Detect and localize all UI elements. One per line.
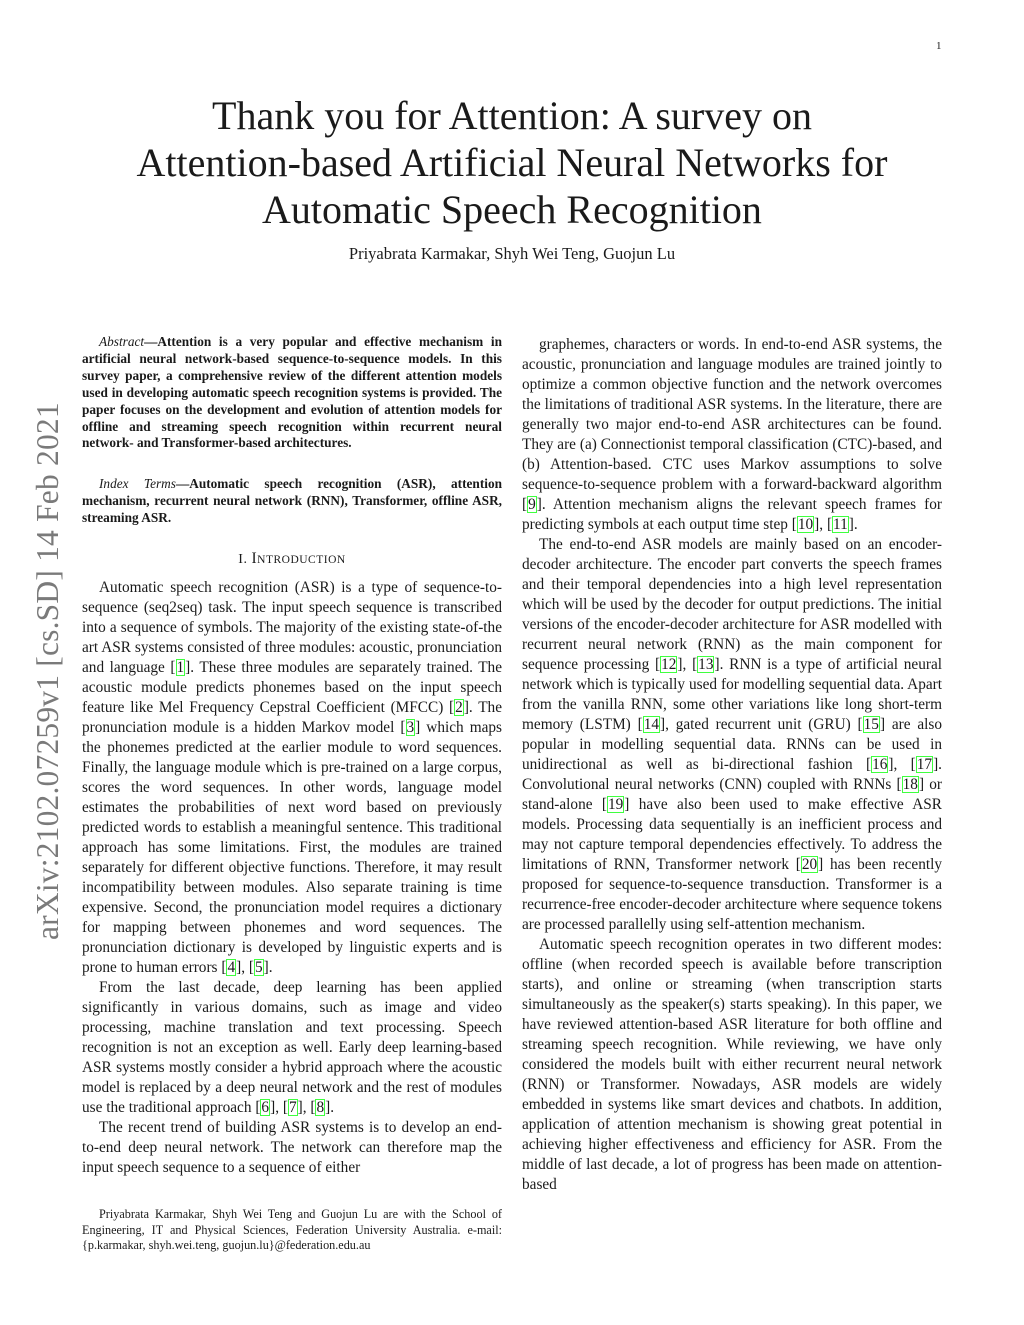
title-line: Automatic Speech Recognition [262,187,762,232]
author-affiliation-footnote: Priyabrata Karmakar, Shyh Wei Teng and Guojun Lu are with the School of Engineering, IT and Physical Sciences, Federation University Australia. e-mail:{p.karmakar, shyh.wei.teng, guojun.lu}@federation.edu.au [82,1207,502,1252]
paper-title [0,92,1024,233]
title-line: Attention-based Artificial Neural Networks for [136,140,888,185]
paragraph-text: , [819,516,827,533]
paragraph-text: . Attention mechanism aligns the relevant speech frames for predicting symbols at each output time step [522,496,942,533]
citation-link[interactable]: 19 [608,796,624,813]
paragraph-text: , [302,1099,311,1116]
citation-link[interactable]: 3 [406,719,415,736]
page-number: 1 [936,40,942,52]
citation-link[interactable]: 9 [528,496,536,513]
citation-link[interactable]: 5 [254,959,263,976]
paragraph-text: From the last decade, deep learning has been applied significantly in various domains, such as image and video processing, machine translation and text processing. Speech recognition is not an exception as well. Early deep learning-based ASR systems mostly consider a hybrid approach where the acoustic model is replaced by a deep neural network and the rest of modules use the traditional approach [82,979,502,1116]
index-terms [82,476,502,527]
citation-link[interactable]: 8 [316,1099,325,1116]
paragraph-text: The recent trend of building ASR systems is to develop an end-to-end deep neural network. The network can therefore map the input speech sequence to a sequence of either [82,1119,502,1176]
paragraph-text: are also popular in modelling sequential data. RNNs can be used in unidirectional as well as bi-directional fashion [522,716,942,773]
abstract-text: —Attention is a very popular and effective mechanism in artificial neural network-based sequence-to-sequence models. In this survey paper, a comprehensive review of the different attention models used in developing automatic speech recognition systems is provided. The paper focuses on the development and evolution of attention models for offline and streaming speech recognition within recurrent neural network- and Transformer-based architectures. [82,334,502,451]
citation-link[interactable]: 10 [797,516,814,533]
paragraph-text: . These three modules are separately trained. The acoustic module predicts phonemes based on the input speech feature like Mel Frequency Cepstral Coefficient (MFCC) [82,659,502,716]
citation-link[interactable]: 2 [455,699,463,716]
paragraph-text: , [275,1099,283,1116]
citation-link[interactable]: 16 [872,756,888,773]
citation-link[interactable]: 18 [902,776,918,793]
index-terms-text: —Automatic speech recognition (ASR), attention mechanism, recurrent neural network (RNN), Transformer, offline ASR, streaming ASR. [82,476,502,525]
section-title: INTRODUCTION [251,550,346,567]
citation-link[interactable]: 15 [863,716,879,733]
paragraph-text: . [330,1099,335,1116]
paragraph-text: Automatic speech recognition operates in two different modes: offline (when recorded speech is available before transcription starts), and online or streaming (when transcription starts simultaneously as the speaker(s) starts speaking). In this paper, we have reviewed attention-based ASR literature for both offline and streaming speech recognition. While reviewing, we have only considered the models built with either recurrent neural network (RNN) or Transformer. Nowadays, ASR models are widely embedded in systems like smart devices and chatbots. In addition, application of attention mechanism is showing great potential in achieving higher effectiveness and efficiency for ASR. From the middle of last decade, a lot of progress has been made on attention-based [522,936,942,1193]
citation-link[interactable]: 13 [698,656,714,673]
right-paragraph: The end-to-end ASR models are mainly based on an encoder-decoder architecture. The encoder part converts the speech frames and their temporal dependencies into a high level representation which will be used by the decoder for output predictions. The initial versions of the encoder-decoder architecture for ASR modelled with recurrent neural network (RNN) as the main component for sequence processing [12], [13]. RNN is a type of artificial neural network which is typically used for modelling sequential data. Apart from the vanilla RNN, some other variations like long short-term memory (LSTM) [14], gated recurrent unit (GRU) [15] are also popular in modelling sequential data. RNNs can be used in unidirectional as well as bi-directional fashion [16], [17]. Convolutional neural networks (CNN) coupled with RNNs [18] or stand-alone [19] have also been used to make effective ASR models. Processing data sequentially is an inefficient process and may not capture temporal dependencies effectively. To address the limitations of RNN, Transformer network [20] has been recently proposed for sequence-to-sequence transduction. Transformer is a recurrence-free encoder-decoder architecture where sequence tokens are processed parallelly using self-attention mechanism. [522,536,943,933]
paragraph-text: . [268,959,273,976]
title-line: Thank you for Attention: A survey on [212,93,812,138]
author-list: Priyabrata Karmakar, Shyh Wei Teng, Guojun Lu [348,244,676,263]
right-paragraph [522,935,942,1195]
citation-link[interactable]: 14 [643,716,659,733]
paragraph-text: , [893,756,911,773]
section-heading [82,550,502,568]
paragraph-text: . The pronunciation module is a hidden Markov model [82,699,502,736]
paragraph-text: which maps the phonemes predicted at the earlier module to word sequences. Finally, the language module which is pre-trained on a large corpus, scores the word sequences. In other words, language model estimates the probabilities of next word based on previously predicted words to establish a meaningful sentence. This traditional approach has some limitations. First, the modules are trained separately for different objective functions. Therefore, it may result incompatibility between modules. Also separate training is time expensive. Second, the pronunciation model requires a dictionary for mapping between phonemes and word sequences. The pronunciation dictionary is developed by linguistic experts and is prone to human errors [82,719,503,976]
citation-link[interactable]: 20 [801,856,818,873]
left-column-body [82,578,502,1178]
citation-link[interactable]: 17 [916,756,933,773]
left-paragraph: Automatic speech recognition (ASR) is a type of sequence-to-sequence (seq2seq) task. The input speech sequence is transcribed into a sequence of symbols. The majority of the existing state-of-the art ASR systems consisted of three modules: acoustic, pronunciation and language [1]. These three modules are separately trained. The acoustic module predicts phonemes based on the input speech feature like Mel Frequency Cepstral Coefficient (MFCC) [2]. The pronunciation module is a hidden Markov model [3] which maps the phonemes predicted at the earlier module to word sequences. Finally, the language module which is pre-trained on a large corpus, scores the word sequences. In other words, language model estimates the probabilities of next word based on previously predicted words to establish a meaningful sentence. This traditional approach has some limitations. First, the modules are trained separately for different objective functions. Therefore, it may result incompatibility between modules. Also separate training is time expensive. Second, the pronunciation model requires a dictionary for mapping between phonemes and word sequences. The pronunciation dictionary is developed by linguistic experts and is prone to human errors [4], [5]. [82,579,503,976]
paragraph-text: has been recently proposed for sequence-to-sequence transduction. Transformer is a recurrence-free encoder-decoder architecture where sequence tokens are processed parallelly using self-attention mechanism. [522,856,943,933]
arxiv-identifier[interactable]: arXiv:2102.07259v1 [cs.SD] 14 Feb 2021 [30,402,65,940]
paragraph-text: , gated recurrent unit (GRU) [665,716,858,733]
paragraph-text: The end-to-end ASR models are mainly based on an encoder-decoder architecture. The encoder part converts the speech frames and their temporal dependencies into a high level representation which will be used by the decoder for output predictions. The initial versions of the encoder-decoder architecture for ASR modelled with recurrent neural network (RNN) as the main component for sequence processing [522,536,942,673]
citation-link[interactable]: 11 [833,516,848,533]
citation-link[interactable]: 7 [288,1099,297,1116]
paragraph-text: Automatic speech recognition (ASR) is a type of sequence-to-sequence (seq2seq) task. The input speech sequence is transcribed into a sequence of symbols. The majority of the existing state-of-the art ASR systems consisted of three modules: acoustic, pronunciation and language [82,579,502,676]
paragraph-text: , [241,959,249,976]
right-column-body [522,335,942,1195]
left-paragraph: From the last decade, deep learning has been applied significantly in various domains, such as image and video processing, machine translation and text processing. Speech recognition is not an exception as well. Early deep learning-based ASR systems mostly consider a hybrid approach where the acoustic model is replaced by a deep neural network and the rest of modules use the traditional approach [6], [7], [8]. [82,979,502,1116]
citation-link[interactable]: 12 [661,656,677,673]
left-paragraph [82,1118,502,1178]
paragraph-text: have also been used to make effective ASR models. Processing data sequentially is an inefficient process and may not capture temporal dependencies effectively. To address the limitations of RNN, Transformer network [522,796,942,873]
paragraph-text: or stand-alone [522,776,942,813]
paragraph-text: , [682,656,693,673]
right-paragraph: graphemes, characters or words. In end-to-end ASR systems, the acoustic, pronunciation and language modules are trained jointly to optimize a common objective function and the network overcomes the limitations of traditional ASR systems. In the literature, there are generally two major end-to-end ASR architectures can be found. They are (a) Connectionist temporal classification (CTC)-based, and (b) Attention-based. CTC uses Markov assumptions to solve sequence-to-sequence problem with a forward-backward algorithm [9]. Attention mechanism aligns the relevant speech frames for predicting symbols at each output time step [10], [11]. [522,336,942,533]
paragraph-text: . [853,516,858,533]
paragraph-text: graphemes, characters or words. In end-to-end ASR systems, the acoustic, pronunciation and language modules are trained jointly to optimize a common objective function and the network overcomes the limitations of traditional ASR systems. In the literature, there are generally two major end-to-end ASR architectures can be found. They are (a) Connectionist temporal classification (CTC)-based, and (b) Attention-based. CTC uses Markov assumptions to solve sequence-to-sequence problem with a forward-backward algorithm [522,336,942,493]
abstract-label: Abstract [99,334,145,349]
paragraph-text: . RNN is a type of artificial neural network which is typically used for modelling sequential data. Apart from the vanilla RNN, some other variations like long short-term memory (LSTM) [522,656,942,733]
paragraph-text: . Convolutional neural networks (CNN) coupled with RNNs [522,756,942,793]
citation-link[interactable]: 1 [176,659,185,676]
citation-link[interactable]: 6 [261,1099,270,1116]
citation-link[interactable]: 4 [227,959,236,976]
index-terms-label: Index Terms [99,476,176,491]
section-number: I. [238,552,248,567]
abstract [82,334,502,452]
